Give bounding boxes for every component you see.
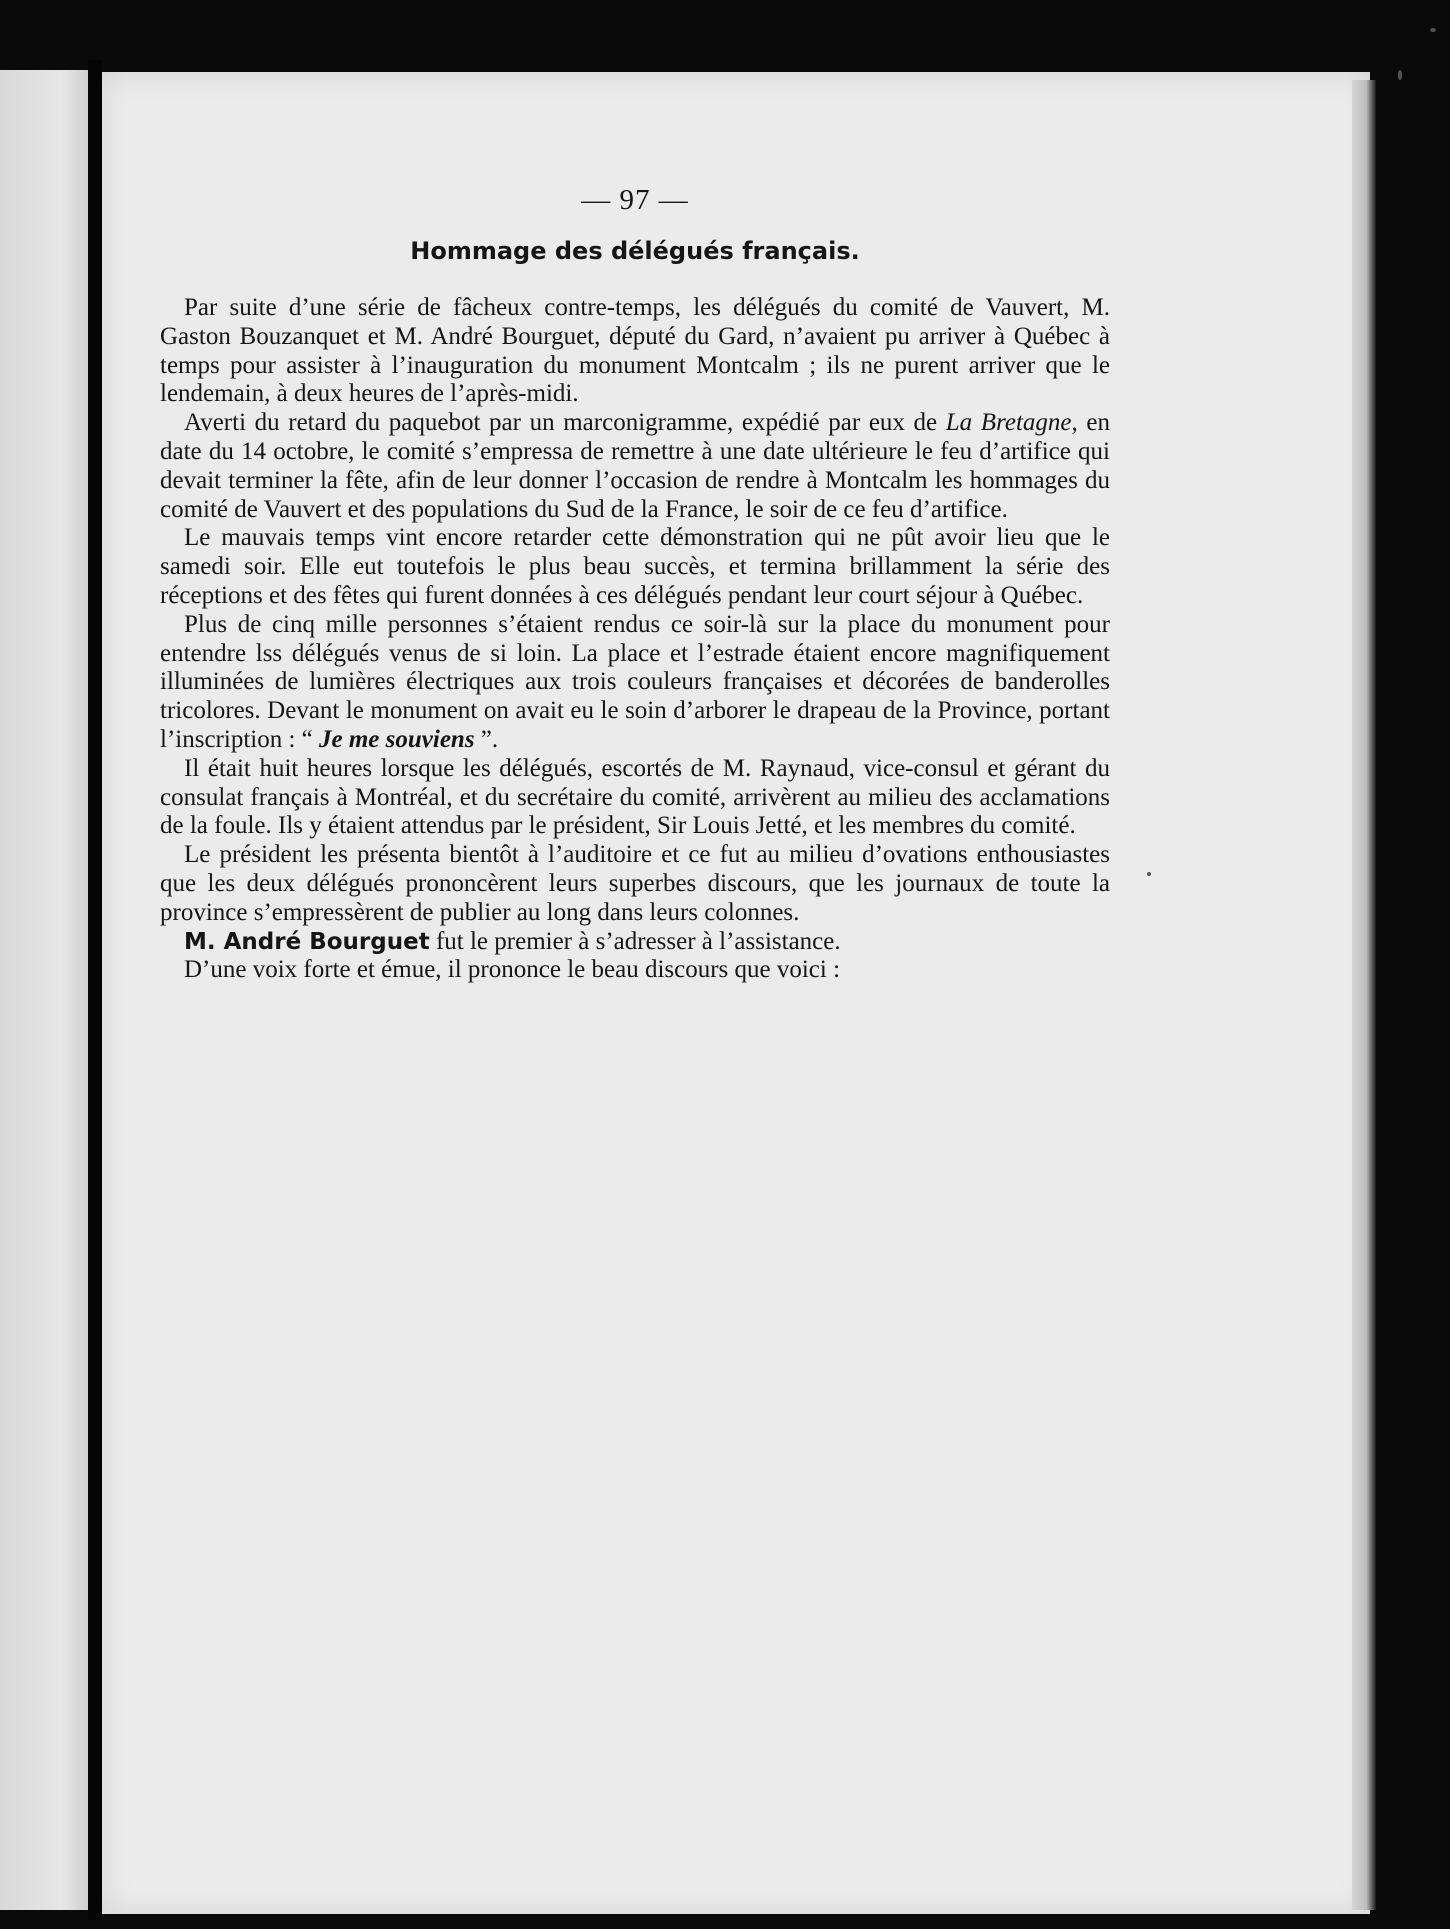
page-right-edge (1352, 80, 1376, 1910)
paragraph-2 (160, 409, 1110, 524)
scan-speck (1398, 70, 1402, 80)
paragraph-text: , en date du 14 octobre, le comité s’empressa de remettre à une date ultérieure le feu d’artifice qui devait terminer la fête, afin de leur donner l’occasion de rendre à Montcalm les hommages du comité de Vauvert et des populations du Sud de la France, le soir de ce feu d’artifice. (160, 409, 1110, 523)
paragraph-5 (160, 755, 1110, 841)
book-spine (88, 60, 102, 1920)
motto: Je me souviens (319, 725, 475, 753)
page-content (160, 180, 1110, 985)
paragraph-text: Il était huit heures lorsque les délégués, escortés de M. Raynaud, vice-consul et gérant du consulat français à Montréal, et du secrétaire du comité, arrivèrent au milieu des acclamations de la foule. Ils y étaient attendus par le président, Sir Louis Jetté, et les membres du comité. (160, 754, 1110, 840)
paragraph-text: D’une voix forte et émue, il prononce le beau discours que voici : (184, 956, 841, 984)
paragraph-3 (160, 524, 1110, 610)
paragraph-8 (160, 956, 1110, 985)
facing-page-edge (0, 70, 88, 1910)
section-heading: Hommage des délégués français. (410, 237, 860, 265)
paragraph-text: Le président les présenta bientôt à l’auditoire et ce fut au milieu d’ovations enthousiastes que les deux délégués prononcèrent leurs superbes discours, que les journaux de toute la province s’empressèrent de publier au long dans leurs colonnes. (160, 841, 1110, 926)
scan-speck (1430, 28, 1436, 32)
scan-speck (1147, 872, 1151, 876)
paragraph-6 (160, 841, 1110, 927)
paragraph-7 (160, 928, 1110, 957)
paragraph-text: Le mauvais temps vint encore retarder cette démonstration qui ne pût avoir lieu que le samedi soir. Elle eut toutefois le plus beau succès, et termina brillamment la série des réceptions et des fêtes qui furent données à ces délégués pendant leur court séjour à Québec. (160, 524, 1110, 609)
paragraph-1 (160, 294, 1110, 409)
paragraph-4 (160, 611, 1110, 755)
page-number: — 97 — (581, 184, 689, 216)
paragraph-text: ”. (474, 725, 499, 753)
paragraph-text: Averti du retard du paquebot par un marconigramme, expédié par eux de (184, 409, 946, 437)
speaker-name: M. André Bourguet (184, 928, 430, 955)
ship-name: La Bretagne (945, 409, 1072, 437)
paragraph-text: Par suite d’une série de fâcheux contre-temps, les délégués du comité de Vauvert, M. Gaston Bouzanquet et M. André Bourguet, député du Gard, n’avaient pu arriver à Québec à temps pour assister à l’inauguration du monument Montcalm ; ils ne purent arriver que le lendemain, à deux heures de l’après-midi. (160, 294, 1110, 408)
paragraph-text: Plus de cinq mille personnes s’étaient rendus ce soir-là sur la place du monument pour entendre lss délégués venus de si loin. La place et l’estrade étaient encore magnifiquement illuminées de lumières électriques aux trois couleurs françaises et décorées de banderolles tricolores. Devant le monument on avait eu le soin d’arborer le drapeau de la Province, portant l’inscription : “ (160, 610, 1110, 753)
paragraph-text: fut le premier à s’adresser à l’assistance. (429, 927, 841, 955)
